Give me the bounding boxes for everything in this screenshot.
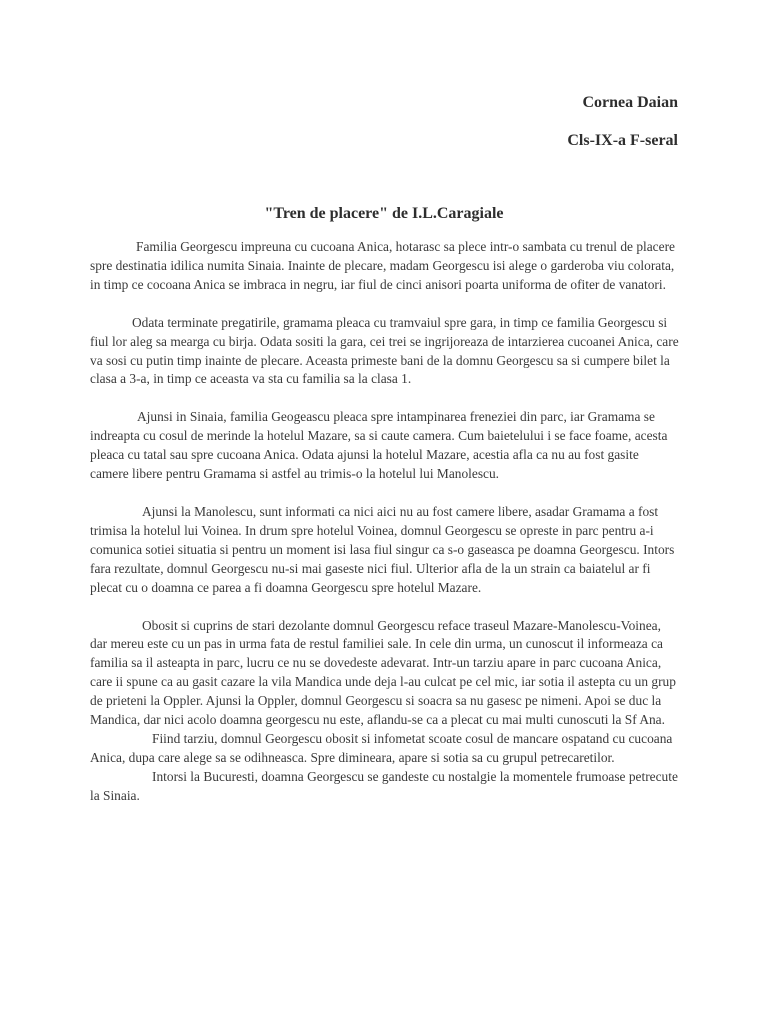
paragraph: Obosit si cuprins de stari dezolante domnul Georgescu reface traseul Mazare-Manolescu-Voinea, dar mereu este cu un pas in urma fata de restul familiei sale. In cele din urma, un cunoscut il informeaza ca familia sa il asteapta in parc, lucru ce nu se dovedeste adevarat. Intr-un tarziu apare in parc cucoana Anica, care ii spune ca au gasit cazare la vila Mandica unde deja l-au culcat pe cel mic, iar sotia il astepta cu un grup de prieteni la Oppler. Ajunsi la Oppler, domnul Georgescu si soacra sa nu gasesc pe nimeni. Apoi se duc la Mandica, dar nici acolo doamna georgescu nu este, aflandu-se ca a plecat cu mai multi cunoscuti la Sf Ana.	[90, 617, 676, 728]
essay-body	[90, 238, 680, 806]
paragraph: Fiind tarziu, domnul Georgescu obosit si infometat scoate cosul de mancare ospatand cu cucoana Anica, dupa care alege sa se odihneasca. Spre dimineara, apare si sotia sa cu grupul petrecaretilor.	[90, 730, 673, 765]
essay-title: "Tren de placere" de I.L.Caragiale	[264, 205, 504, 222]
paragraph: Ajunsi la Manolescu, sunt informati ca nici aici nu au fost camere libere, asadar Gramama a fost trimisa la hotelul lui Voinea. In drum spre hotelul Voinea, domnul Georgescu se opreste in parc pentru a-i comunica sotiei situatia si pentru un moment isi lasa fiul singur ca s-o gaseasca pe doamna Georgescu. Intors fara rezultate, domnul Georgescu nu-si mai gaseste nici fiul. Ulterior afla de la un strain ca baiatelul ar fi plecat cu o doamna ce parea a fi doamna Georgescu spre hotelul Mazare.	[90, 503, 675, 595]
class-label: Cls-IX-a F-seral	[567, 132, 678, 149]
paragraph: Ajunsi in Sinaia, familia Geogeascu pleaca spre intampinarea freneziei din parc, iar Gramama se indreapta cu cosul de merinde la hotelul Mazare, sa si caute camera. Cum baietelului i se face foame, acesta pleaca cu tatal sau spre cucoana Anica. Odata ajunsi la hotelul Mazare, acestia afla ca nu au fost gasite camere libere pentru Gramama si astfel au trimis-o la hotelul lui Manolescu.	[90, 409, 668, 482]
paragraph: Familia Georgescu impreuna cu cucoana Anica, hotarasc sa plece intr-o sambata cu trenul de placere spre destinatia idilica numita Sinaia. Inainte de plecare, madam Georgescu isi alege o garderoba viu colorata, in timp ce cocoana Anica se imbraca in negru, iar fiul de cinci anisori poarta uniforma de ofiter de vanatori.	[90, 239, 675, 292]
paragraph: Intorsi la Bucuresti, doamna Georgescu se gandeste cu nostalgie la momentele frumoase petrecute la Sinaia.	[90, 768, 678, 803]
author-name: Cornea Daian	[582, 94, 678, 111]
paragraph: Odata terminate pregatirile, gramama pleaca cu tramvaiul spre gara, in timp ce familia Georgescu si fiul lor aleg sa mearga cu birja. Odata sositi la gara, cei trei se ingrijoreaza de intarzierea cucoanei Anica, care va sosi cu putin timp inainte de plecare. Aceasta primeste bani de la domnu Georgescu sa si cumpere bilet la clasa a 3-a, in timp ce aceasta va sta cu familia sa la clasa 1.	[90, 314, 679, 387]
